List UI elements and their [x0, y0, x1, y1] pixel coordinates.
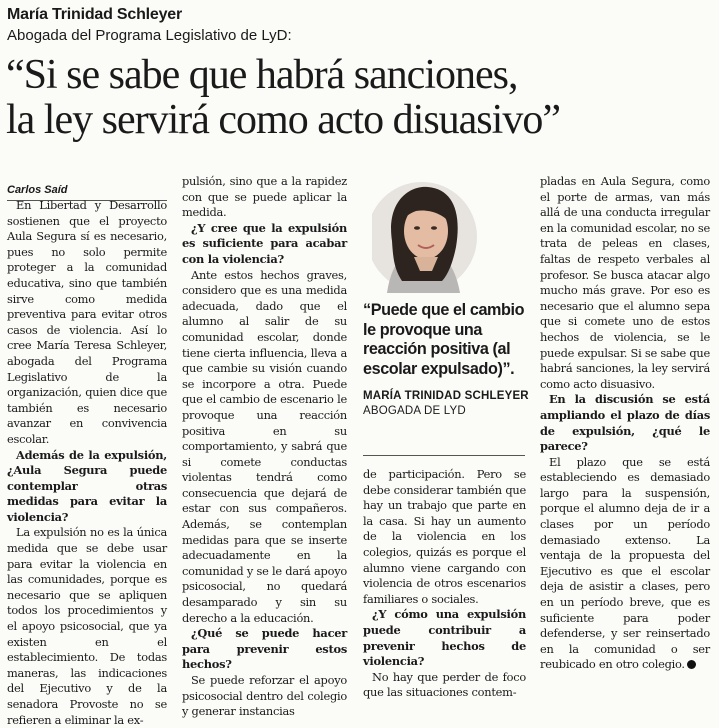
divider: [363, 455, 525, 456]
interview-question: ¿Y cómo una expulsión puede contribuir a prevenir hechos de violencia?: [363, 607, 526, 669]
end-mark-icon: [687, 660, 696, 669]
author-name: María Trinidad Schleyer: [7, 6, 183, 23]
article-column-4: [540, 174, 710, 673]
interview-question: Además de la expulsión, ¿Aula Segura puede contemplar otras medidas para evitar la violencia?: [7, 447, 167, 524]
pull-quote-role: ABOGADA DE LYD: [363, 405, 466, 417]
article-column-2: [182, 174, 347, 720]
paragraph: pladas en Aula Segura, como el porte de armas, van más allá de una conducta irregular en la comunidad escolar, no se trata de peleas en clases, faltas de respeto verbales al profesor. Se busca atacar algo mucho más grave. Por eso es necesario que el alumno sepa que si comete uno de estos hechos de violencia, se le puede expulsar. Si se sabe que habrá sanciones, la ley servirá como acto disuasivo.: [540, 174, 710, 391]
paragraph: de participación. Pero se debe considerar también que hay un trabajo que parte en la casa. Si hay un aumento de la violencia en los colegios, quizás es porque el alumno viene cargando con violencia de otros escenarios familiares o sociales.: [363, 467, 526, 606]
paragraph: Se puede reforzar el apoyo psicosocial dentro del colegio y generar instancias: [182, 673, 347, 719]
pull-quote: “Puede que el cambio le provoque una reacción positiva (al escolar expulsado)”.: [363, 301, 525, 378]
portrait-photo: [372, 181, 502, 293]
paragraph: En Libertad y Desarrollo sostienen que el proyecto Aula Segura sí es necesario, pues no solo permite proteger a la comunidad educativa, sino que también sirve como medida preventiva para evitar otros casos de violencia. Así lo cree María Teresa Schleyer, abogada del Programa Legislativo de la organización, quien dice que también es necesario avanzar en convivencia escolar.: [7, 198, 167, 446]
interview-question: ¿Qué se puede hacer para prevenir estos hechos?: [182, 626, 347, 672]
article-column-1: [7, 198, 167, 728]
byline: Carlos Saíd: [7, 184, 68, 196]
interview-question: En la discusión se está ampliando el plazo de días de expulsión, ¿qué le parece?: [540, 392, 710, 454]
article-column-3: [363, 467, 526, 701]
headline-line-2: la ley servirá como acto disuasivo”: [6, 97, 560, 143]
final-paragraph-text: El plazo que se está estableciendo es demasiado largo para la suspensión, porque el alumno deja de ir a clases por un período demasiado extenso. La ventaja de la propuesta del Ejecutivo es que el escolar deja de asistir a clases, pero en un período breve, que es suficiente para poder defenderse, y ser reinsertado en la comunidad o ser reubicado en otro colegio.: [540, 454, 710, 672]
headline-line-1: “Si se sabe que habrá sanciones,: [6, 52, 518, 98]
paragraph: [540, 455, 710, 673]
paragraph: pulsión, sino que a la rapidez con que se puede aplicar la medida.: [182, 174, 347, 220]
paragraph: La expulsión no es la única medida que se debe usar para evitar la violencia en las comunidades, porque es necesario que se apliquen todos los procedimientos y el apoyo psicosocial, que ya existen en el establecimiento. De todas maneras, las indicaciones del Ejecutivo y de la senadora Provoste no se refieren a eliminar la ex-: [7, 525, 167, 727]
interview-question: ¿Y cree que la expulsión es suficiente para acabar con la violencia?: [182, 220, 347, 266]
author-role: Abogada del Programa Legislativo de LyD:: [7, 27, 292, 44]
headline: [6, 53, 714, 143]
paragraph: No hay que perder de foco que las situaciones contem-: [363, 669, 526, 700]
pull-quote-name: MARÍA TRINIDAD SCHLEYER: [363, 390, 529, 402]
paragraph: Ante estos hechos graves, considero que es una medida adecuada, dado que el alumno al salir de su comunidad escolar, donde tiene cierta influencia, lleva a que cambie su visión cuando se incorpore a otra. Puede que el cambio de escenario le provoque una reacción positiva en su comportamiento, y sabrá que si comete conductas violentas tendrá como consecuencia que dejará de estar con sus compañeros. Además, se contemplan medidas para que se inserte adecuadamente en la comunidad y se le dará apoyo psicosocial, no quedará desamparado y sin su derecho a la educación.: [182, 267, 347, 625]
